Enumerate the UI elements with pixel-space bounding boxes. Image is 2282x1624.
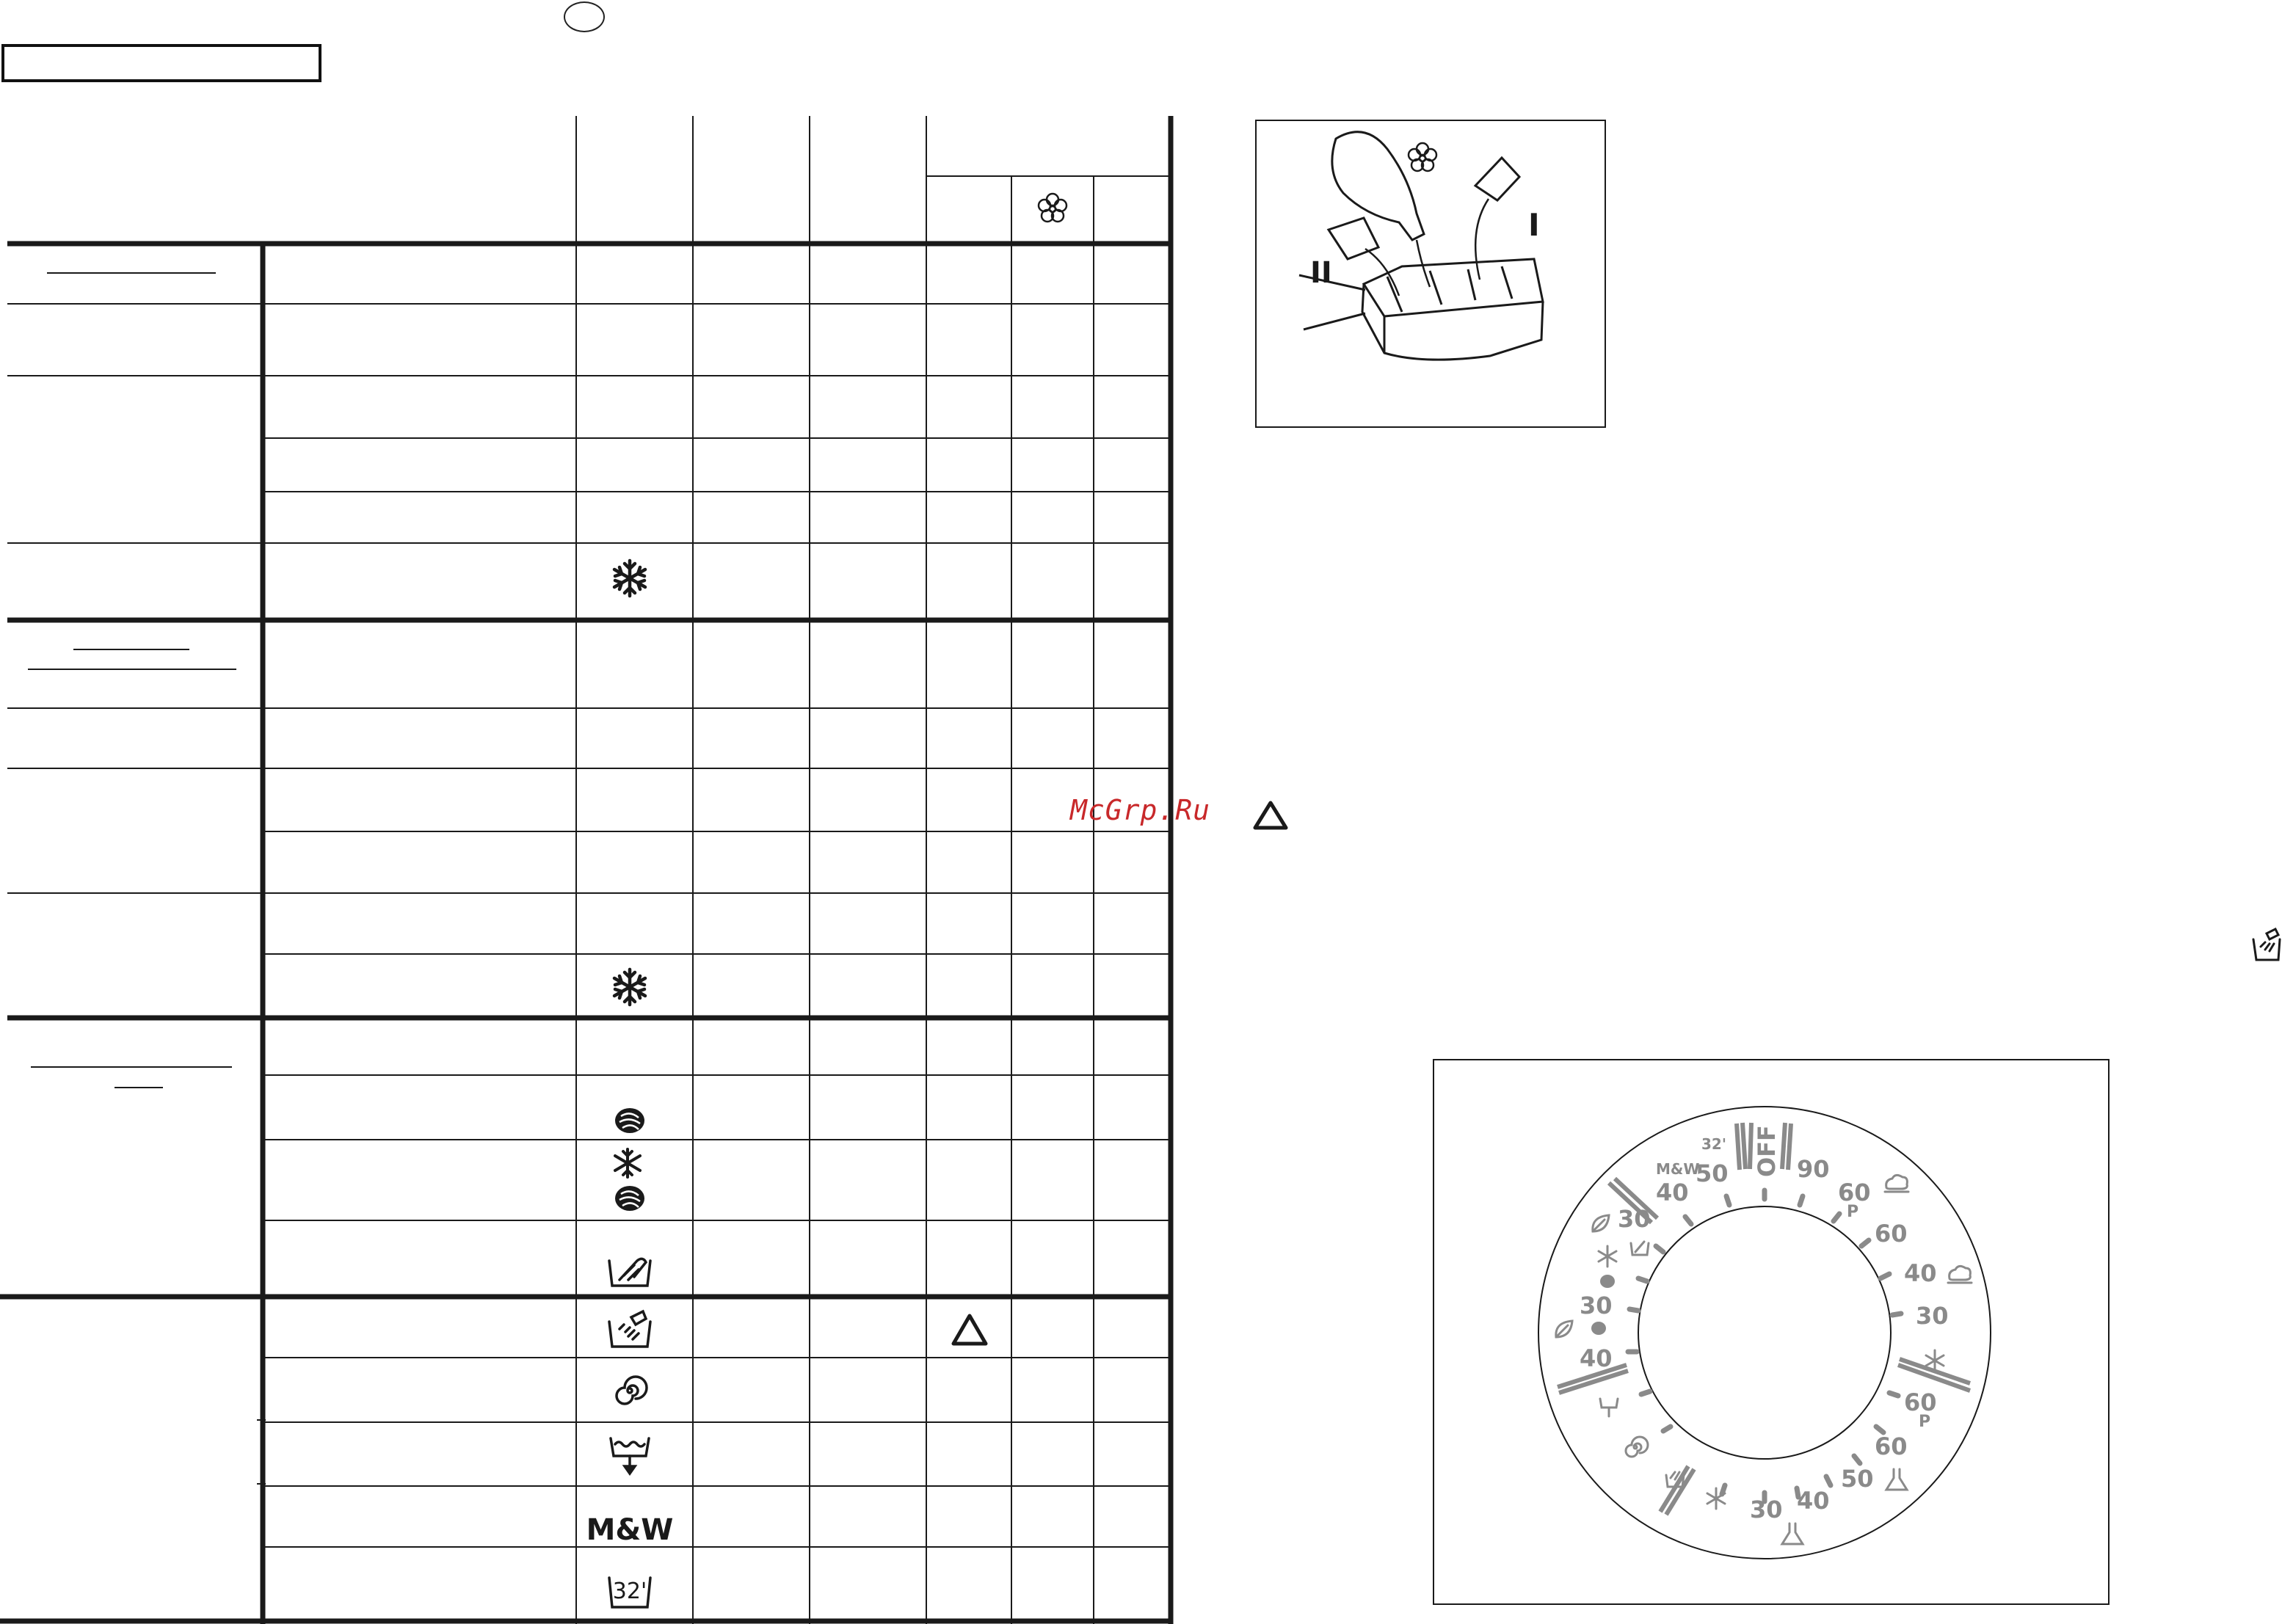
hand-wash-icon	[609, 1259, 650, 1286]
compartment-two-label: II	[1310, 256, 1332, 290]
dial-label-90: 90	[1797, 1155, 1830, 1183]
dial-label-p: P	[1919, 1413, 1931, 1431]
softener-flower-icon	[1039, 194, 1066, 222]
svg-text:32': 32'	[612, 1579, 647, 1604]
wool-icon	[1591, 1322, 1606, 1335]
warning-triangle-icon	[953, 1316, 986, 1344]
dial-label-32: 32'	[1701, 1135, 1726, 1153]
drain-icon	[611, 1438, 649, 1474]
dial-label-60: 60	[1875, 1220, 1908, 1248]
dial-label-40: 40	[1580, 1344, 1613, 1372]
wool-icon	[615, 1186, 644, 1211]
dial-label-40: 40	[1797, 1487, 1830, 1515]
detergent-dispenser-figure	[1255, 120, 1606, 428]
dial-label-mw: M&W	[1656, 1160, 1700, 1178]
dial-label-60: 60	[1838, 1179, 1871, 1206]
dial-label-30: 30	[1580, 1292, 1613, 1319]
warning-triangle-icon	[1252, 800, 1289, 831]
snowflake-icon	[614, 969, 645, 1005]
rapid-32-icon	[609, 1578, 650, 1607]
dial-label-40: 40	[1904, 1259, 1937, 1287]
watermark: McGrp.Ru	[1070, 794, 1211, 826]
dial-label-50: 50	[1841, 1465, 1874, 1493]
svg-text:M&W: M&W	[586, 1513, 674, 1547]
dial-label-p: P	[1847, 1203, 1859, 1221]
wool-icon	[1600, 1275, 1615, 1288]
dial-label-60: 60	[1875, 1432, 1908, 1460]
rinse-shower-icon	[609, 1311, 650, 1347]
dial-label-30: 30	[1750, 1496, 1783, 1523]
snowflake-icon	[615, 1149, 640, 1177]
wool-icon	[615, 1108, 644, 1133]
dial-label-50: 50	[1696, 1159, 1729, 1187]
dial-label-40: 40	[1656, 1179, 1689, 1206]
dial-off-label: OFF	[1753, 1125, 1781, 1177]
dial-label-30: 30	[1916, 1302, 1949, 1330]
compartment-one-label: I	[1528, 207, 1540, 243]
prewash-shower-icon	[2250, 928, 2282, 964]
dial-label-30: 30	[1618, 1205, 1651, 1233]
dial-label-60: 60	[1904, 1388, 1937, 1416]
programme-dial-figure	[1433, 1059, 2110, 1605]
mw-icon	[586, 1513, 674, 1547]
spin-icon	[617, 1377, 647, 1404]
snowflake-icon	[614, 561, 645, 596]
